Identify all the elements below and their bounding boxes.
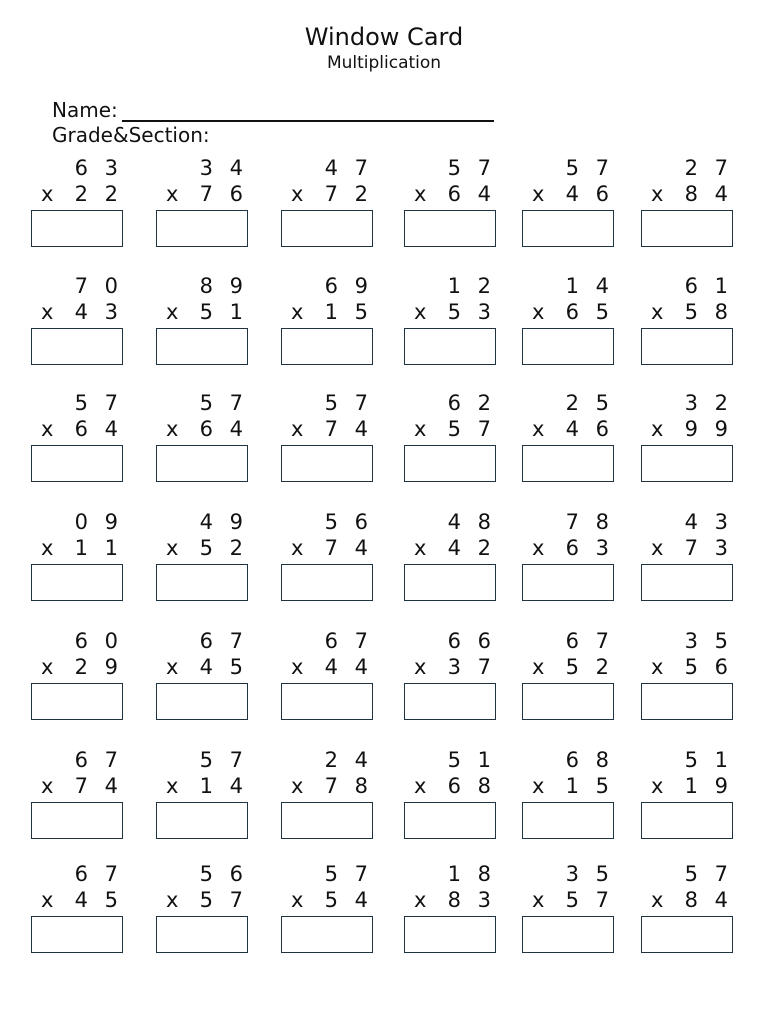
multiply-sign: x — [414, 182, 427, 206]
multiplicand: 5 7 — [565, 156, 614, 180]
problem-card — [31, 628, 141, 738]
answer-box[interactable] — [156, 445, 248, 482]
problem-card — [281, 747, 391, 857]
multiplier: 4 6 — [565, 417, 614, 441]
multiplicand: 6 7 — [199, 629, 248, 653]
answer-box[interactable] — [281, 916, 373, 953]
answer-box[interactable] — [281, 802, 373, 839]
answer-box[interactable] — [281, 445, 373, 482]
multiply-sign: x — [651, 300, 664, 324]
problem-card — [522, 628, 632, 738]
grade-section-label: Grade&Section: — [52, 123, 210, 147]
answer-box[interactable] — [281, 564, 373, 601]
problem-card — [641, 390, 751, 500]
multiply-sign: x — [651, 536, 664, 560]
multiply-sign: x — [651, 774, 664, 798]
multiply-sign: x — [532, 536, 545, 560]
multiply-sign: x — [532, 774, 545, 798]
answer-box[interactable] — [404, 210, 496, 247]
multiplier: 4 5 — [199, 655, 248, 679]
answer-box[interactable] — [522, 802, 614, 839]
multiply-sign: x — [41, 536, 54, 560]
multiply-sign: x — [414, 655, 427, 679]
multiplier: 1 1 — [74, 536, 123, 560]
problem-card — [156, 155, 266, 265]
answer-box[interactable] — [156, 802, 248, 839]
answer-box[interactable] — [641, 328, 733, 365]
multiply-sign: x — [166, 300, 179, 324]
multiply-sign: x — [166, 655, 179, 679]
multiplier: 1 4 — [199, 774, 248, 798]
multiplicand: 4 7 — [324, 156, 373, 180]
problem-card — [156, 628, 266, 738]
multiply-sign: x — [41, 888, 54, 912]
multiplier: 2 2 — [74, 182, 123, 206]
multiply-sign: x — [41, 774, 54, 798]
multiplicand: 2 5 — [565, 391, 614, 415]
multiplier: 5 3 — [447, 300, 496, 324]
multiply-sign: x — [651, 655, 664, 679]
answer-box[interactable] — [522, 564, 614, 601]
multiply-sign: x — [166, 536, 179, 560]
problem-card — [404, 509, 514, 619]
multiply-sign: x — [291, 417, 304, 441]
multiply-sign: x — [532, 417, 545, 441]
multiplicand: 1 8 — [447, 862, 496, 886]
multiplicand: 2 7 — [684, 156, 733, 180]
multiply-sign: x — [414, 536, 427, 560]
multiplier: 5 4 — [324, 888, 373, 912]
multiplicand: 1 2 — [447, 274, 496, 298]
multiplicand: 1 4 — [565, 274, 614, 298]
multiply-sign: x — [532, 300, 545, 324]
multiply-sign: x — [291, 300, 304, 324]
answer-box[interactable] — [281, 210, 373, 247]
multiplicand: 3 5 — [565, 862, 614, 886]
problem-card — [31, 390, 141, 500]
multiplicand: 5 1 — [684, 748, 733, 772]
answer-box[interactable] — [641, 445, 733, 482]
problem-card — [641, 628, 751, 738]
answer-box[interactable] — [281, 328, 373, 365]
multiplier: 7 4 — [324, 536, 373, 560]
answer-box[interactable] — [641, 802, 733, 839]
multiplier: 1 9 — [684, 774, 733, 798]
multiply-sign: x — [651, 417, 664, 441]
multiplier: 5 2 — [199, 536, 248, 560]
problem-card — [522, 747, 632, 857]
answer-box[interactable] — [31, 564, 123, 601]
answer-box[interactable] — [404, 445, 496, 482]
multiplicand: 5 6 — [199, 862, 248, 886]
multiply-sign: x — [166, 417, 179, 441]
multiplicand: 2 4 — [324, 748, 373, 772]
answer-box[interactable] — [31, 916, 123, 953]
answer-box[interactable] — [31, 683, 123, 720]
multiplicand: 5 6 — [324, 510, 373, 534]
problem-card — [641, 747, 751, 857]
answer-box[interactable] — [281, 683, 373, 720]
multiplicand: 5 7 — [74, 391, 123, 415]
answer-box[interactable] — [522, 210, 614, 247]
multiply-sign: x — [651, 888, 664, 912]
answer-box[interactable] — [522, 328, 614, 365]
multiplicand: 6 0 — [74, 629, 123, 653]
problem-card — [404, 628, 514, 738]
answer-box[interactable] — [156, 210, 248, 247]
multiplicand: 5 7 — [684, 862, 733, 886]
multiplier: 5 1 — [199, 300, 248, 324]
answer-box[interactable] — [641, 564, 733, 601]
multiply-sign: x — [166, 774, 179, 798]
multiplicand: 3 2 — [684, 391, 733, 415]
multiplicand: 5 1 — [447, 748, 496, 772]
multiplier: 6 8 — [447, 774, 496, 798]
multiplier: 8 4 — [684, 888, 733, 912]
multiplicand: 0 9 — [74, 510, 123, 534]
multiplicand: 6 8 — [565, 748, 614, 772]
multiplier: 8 4 — [684, 182, 733, 206]
page-subtitle: Multiplication — [326, 53, 442, 73]
problem-card — [522, 509, 632, 619]
multiplicand: 5 7 — [324, 391, 373, 415]
problem-card — [404, 273, 514, 383]
problem-card — [281, 390, 391, 500]
multiplicand: 3 4 — [199, 156, 248, 180]
problem-card — [404, 155, 514, 265]
multiplier: 7 4 — [74, 774, 123, 798]
multiplicand: 6 7 — [324, 629, 373, 653]
multiplicand: 6 2 — [447, 391, 496, 415]
problem-card — [522, 390, 632, 500]
multiplier: 5 7 — [447, 417, 496, 441]
multiplier: 7 4 — [324, 417, 373, 441]
multiplier: 7 2 — [324, 182, 373, 206]
multiply-sign: x — [291, 182, 304, 206]
multiplier: 6 4 — [199, 417, 248, 441]
multiply-sign: x — [532, 888, 545, 912]
name-label: Name: — [52, 98, 118, 122]
answer-box[interactable] — [522, 683, 614, 720]
problem-card — [281, 861, 391, 971]
multiplier: 5 2 — [565, 655, 614, 679]
multiplicand: 4 8 — [447, 510, 496, 534]
multiply-sign: x — [291, 774, 304, 798]
multiplicand: 6 9 — [324, 274, 373, 298]
answer-box[interactable] — [404, 328, 496, 365]
multiply-sign: x — [41, 655, 54, 679]
multiply-sign: x — [41, 300, 54, 324]
multiplier: 7 8 — [324, 774, 373, 798]
multiplier: 4 5 — [74, 888, 123, 912]
multiplicand: 3 5 — [684, 629, 733, 653]
multiplicand: 6 7 — [74, 748, 123, 772]
multiply-sign: x — [41, 182, 54, 206]
multiply-sign: x — [166, 182, 179, 206]
multiplier: 5 7 — [199, 888, 248, 912]
multiplicand: 8 9 — [199, 274, 248, 298]
problem-card — [641, 509, 751, 619]
page-title: Window Card — [304, 23, 464, 51]
multiplier: 5 6 — [684, 655, 733, 679]
problem-card — [31, 747, 141, 857]
multiply-sign: x — [651, 182, 664, 206]
answer-box[interactable] — [404, 564, 496, 601]
problem-card — [641, 273, 751, 383]
answer-box[interactable] — [404, 916, 496, 953]
multiplier: 4 3 — [74, 300, 123, 324]
multiplier: 6 5 — [565, 300, 614, 324]
problem-card — [641, 861, 751, 971]
multiplier: 8 3 — [447, 888, 496, 912]
multiply-sign: x — [291, 655, 304, 679]
answer-box[interactable] — [31, 802, 123, 839]
multiply-sign: x — [414, 300, 427, 324]
answer-box[interactable] — [31, 210, 123, 247]
multiplicand: 5 7 — [199, 391, 248, 415]
answer-box[interactable] — [156, 564, 248, 601]
multiplicand: 7 0 — [74, 274, 123, 298]
multiply-sign: x — [166, 888, 179, 912]
multiply-sign: x — [41, 417, 54, 441]
multiplicand: 5 7 — [447, 156, 496, 180]
multiplier: 4 4 — [324, 655, 373, 679]
problem-card — [31, 509, 141, 619]
multiplier: 1 5 — [565, 774, 614, 798]
multiplier: 7 3 — [684, 536, 733, 560]
multiply-sign: x — [532, 182, 545, 206]
multiplicand: 6 1 — [684, 274, 733, 298]
problem-card — [156, 390, 266, 500]
problem-card — [281, 273, 391, 383]
multiplicand: 6 7 — [74, 862, 123, 886]
problem-card — [522, 273, 632, 383]
problem-card — [31, 273, 141, 383]
multiplier: 6 3 — [565, 536, 614, 560]
multiply-sign: x — [532, 655, 545, 679]
multiplicand: 7 8 — [565, 510, 614, 534]
multiply-sign: x — [414, 888, 427, 912]
answer-box[interactable] — [156, 683, 248, 720]
multiply-sign: x — [291, 888, 304, 912]
multiplier: 6 4 — [447, 182, 496, 206]
multiplier: 5 7 — [565, 888, 614, 912]
problem-card — [641, 155, 751, 265]
problem-card — [281, 628, 391, 738]
answer-box[interactable] — [404, 802, 496, 839]
multiplicand: 6 3 — [74, 156, 123, 180]
multiplicand: 6 7 — [565, 629, 614, 653]
answer-box[interactable] — [31, 445, 123, 482]
problem-card — [156, 509, 266, 619]
answer-box[interactable] — [641, 916, 733, 953]
answer-box[interactable] — [641, 210, 733, 247]
multiplicand: 4 9 — [199, 510, 248, 534]
multiplier: 4 2 — [447, 536, 496, 560]
answer-box[interactable] — [522, 916, 614, 953]
problem-card — [156, 273, 266, 383]
answer-box[interactable] — [641, 683, 733, 720]
problem-card — [281, 509, 391, 619]
multiply-sign: x — [414, 774, 427, 798]
answer-box[interactable] — [156, 916, 248, 953]
problem-card — [404, 747, 514, 857]
multiplier: 2 9 — [74, 655, 123, 679]
multiplier: 3 7 — [447, 655, 496, 679]
problem-card — [156, 747, 266, 857]
problem-card — [522, 155, 632, 265]
problem-card — [31, 155, 141, 265]
multiplicand: 6 6 — [447, 629, 496, 653]
multiply-sign: x — [291, 536, 304, 560]
multiplicand: 4 3 — [684, 510, 733, 534]
problem-card — [156, 861, 266, 971]
problem-card — [404, 861, 514, 971]
answer-box[interactable] — [31, 328, 123, 365]
multiplicand: 5 7 — [324, 862, 373, 886]
multiplier: 9 9 — [684, 417, 733, 441]
problem-card — [31, 861, 141, 971]
multiplier: 6 4 — [74, 417, 123, 441]
problem-card — [522, 861, 632, 971]
multiplier: 4 6 — [565, 182, 614, 206]
multiply-sign: x — [414, 417, 427, 441]
multiplier: 7 6 — [199, 182, 248, 206]
multiplier: 1 5 — [324, 300, 373, 324]
problem-card — [281, 155, 391, 265]
problem-card — [404, 390, 514, 500]
multiplicand: 5 7 — [199, 748, 248, 772]
answer-box[interactable] — [404, 683, 496, 720]
answer-box[interactable] — [156, 328, 248, 365]
answer-box[interactable] — [522, 445, 614, 482]
multiplier: 5 8 — [684, 300, 733, 324]
